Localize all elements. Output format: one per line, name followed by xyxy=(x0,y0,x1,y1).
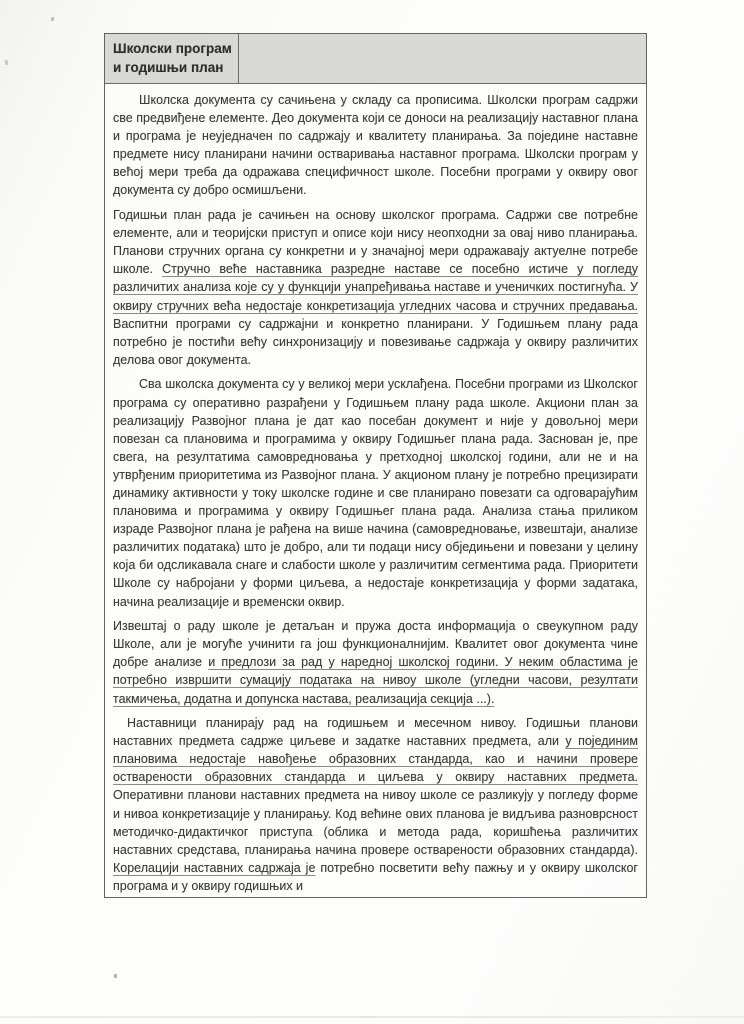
p5-text-start: Наставници планирају рад на годишњем и месечном нивоу. Годишњи планови наставних предмета садрже циљеве и задатке наставних предмета, али xyxy=(113,716,638,749)
report-table xyxy=(104,33,647,898)
p5-text-middle: Оперативни планови наставних предмета на нивоу школе се разликују у погледу форме и нивоа конкретизације у планирању. Код већине ових планова је видљива разноврсност методичко-дидактичког приступа (облика и метода рада, коришћења различитих наставних средстава, планирања начина провере остварености образовних стандарда). xyxy=(113,788,638,857)
p4-underlined-passage: и предлози за рад у наредној школској години. У неким областима је потребно извршити сумацију података на нивоу школе (угледни часови, резултати такмичења, додатна и допунска настава, реализација секција ...). xyxy=(113,655,638,706)
paragraph-school-documents xyxy=(113,91,638,200)
scan-speck xyxy=(50,17,54,22)
p2-text-start: Годишњи план рада је сачињен на основу школског програма. Садржи све потребне елементе, али и теоријски приступ и описе који нису неопходни за овај ниво планирања. Планови стручних органа су конкретни и у значајној мери одражавају актуелне потребе школе. xyxy=(113,208,638,277)
p5-underlined-passage-2: Корелацији наставних садржаја је xyxy=(113,860,316,875)
paragraph-teacher-planning xyxy=(113,714,638,895)
p4-text-start: Извештај о раду школе је детаљан и пружа доста информација о свеукупном раду Школе, али је могуће учинити га још функционалнијим. Квалитет овог документа чине добре анализе xyxy=(113,619,638,670)
p2-text-end: Васпитни програми су садржајни и конкретно планирани. У Годишњем плану рада потребно је постићи већу синхронизацију и повезивање садржаја у оквиру различитих делова овог документа. xyxy=(113,316,638,367)
paragraph-alignment xyxy=(113,375,638,610)
table-header-row xyxy=(105,34,646,84)
paragraph-school-report xyxy=(113,617,638,707)
scan-speck xyxy=(114,974,117,978)
section-title-cell: Школски програм и годишњи план xyxy=(105,34,239,83)
scan-speck xyxy=(4,60,8,66)
p5-text-end: потребно посветити већу пажњу и у оквиру школског програма и у оквиру годишњих и xyxy=(113,860,638,893)
header-empty-cell xyxy=(239,34,646,83)
p3-text: Сва школска документа су у великој мери усклађена. Посебни програми из Школског програма су оперативно разрађени у Годишњем плану рада школе. Акциони план за реализацију Развојног плана је дат као посебан документ и није у довољној мери повезан са плановима и програмима у оквиру Годишњег плана рада. Заснован је, пре свега, на резултатима самовредновања у претходној школској години, али не и на утврђеним приоритетима из Развојног плана. У акционом плану је потребно прецизирати динамику активности у току школске године и све планирано повезати са одговарајућим плановима и програмима у оквиру Годишњег плана рада. Анализа стања приликом израде Развојног плана је рађена на више начина (самовредновање, извештаји, анализе различитих података) што је добро, али ти подаци нису обједињени и повезани у целину која би одсликавала снаге и слабости школе у различитим сегментима рада. Приоритети Школе су набројани у форми циљева, а недостаје конкретизација у форми задатака, начина реализације и временски оквир. xyxy=(113,377,638,609)
table-body-cell xyxy=(105,84,646,897)
p1-text: Школска документа су сачињена у складу са прописима. Школски програм садржи све предвиђене елементе. Део документа који се доноси на реализацију наставног плана и програма је неуједначен по садржају и квалитету планирања. За поједине наставне предмете нису планирани начини остваривања наставног програма. Школски програм у већој мери треба да одражава специфичност школе. Посебни програми у оквиру овог документа су добро осмишљени. xyxy=(113,93,638,198)
p5-underlined-passage-1: у појединим плановима недостаје навођење образовних стандарда, као и начини провере остварености образовних стандарда и циљева у оквиру наставних предмета. xyxy=(113,734,639,785)
p2-underlined-passage: Стручно веће наставника разредне наставе се посебно истиче у погледу различитих анализа које су у функцији унапређивања наставе и ученичких постигнућа. У оквиру стручних већа недостаје конкретизација угледних часова и стручних предавања. xyxy=(113,262,638,313)
paragraph-annual-plan xyxy=(113,206,638,369)
